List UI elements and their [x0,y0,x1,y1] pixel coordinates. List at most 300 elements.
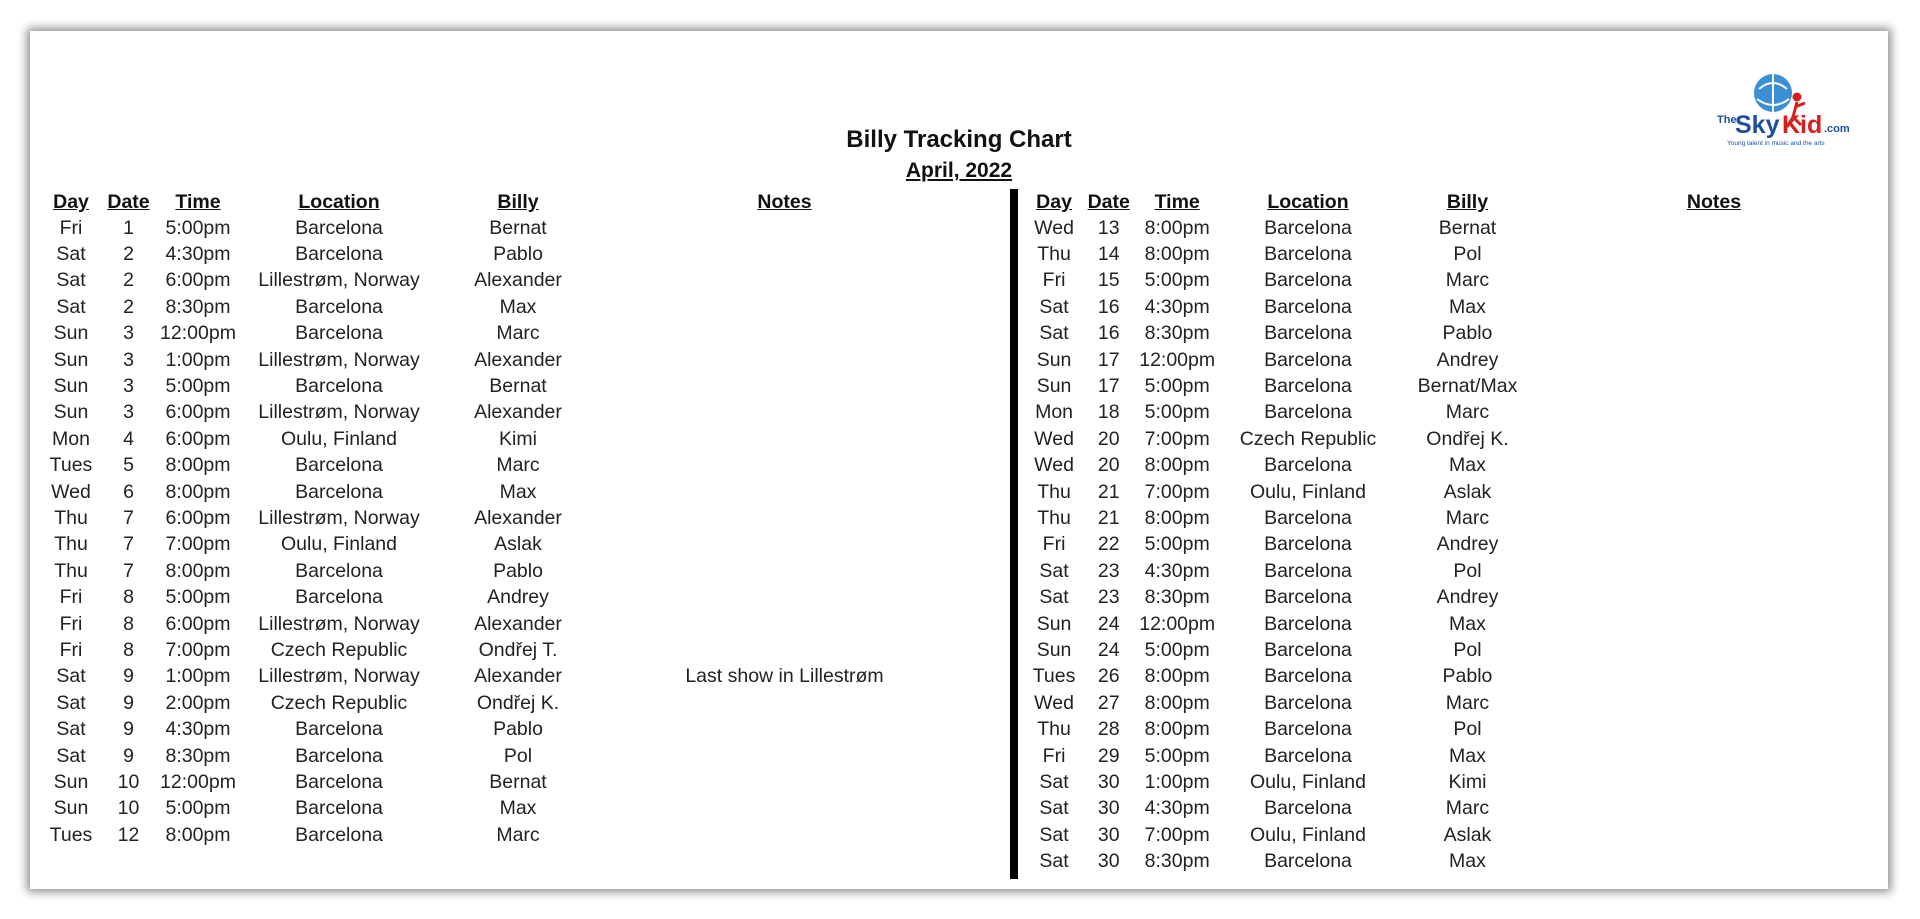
cell-notes [1540,400,1888,426]
cell-location: Barcelona [1264,665,1352,688]
cell-location: Oulu, Finland [281,427,397,450]
cell-day: Thu [54,533,88,556]
cell-notes [1540,558,1888,584]
cell-time: 5:00pm [1144,533,1210,556]
header-date: Date [107,191,150,213]
cell-time: 4:30pm [1144,559,1210,582]
cell-location: Czech Republic [270,691,408,714]
cell-time: 4:30pm [1144,295,1210,318]
header-day: Day [53,191,89,213]
cell-day: Tues [49,454,93,477]
table-row [41,664,971,690]
cell-time: 12:00pm [160,770,236,793]
header-time: Time [1154,191,1200,213]
cell-notes [1540,426,1888,452]
cell-time: 1:00pm [165,665,231,688]
cell-day: Sat [56,243,86,266]
cell-billy: Max [1449,744,1486,767]
cell-notes [1540,664,1888,690]
cell-day: Sun [53,348,89,371]
cell-date: 16 [1097,295,1120,318]
cell-day: Sat [1039,850,1069,873]
table-row [1024,426,1888,452]
cell-day: Sun [53,322,89,345]
cell-day: Sat [56,744,86,767]
cell-date: 26 [1097,665,1120,688]
cell-time: 8:00pm [1144,718,1210,741]
table-row [1024,400,1888,426]
cell-billy: Marc [1445,269,1490,292]
cell-day: Fri [59,216,83,239]
table-row [41,743,971,769]
cell-date: 6 [123,480,134,503]
cell-billy: Alexander [474,506,562,529]
cell-location: Barcelona [1264,295,1352,318]
cell-location: Barcelona [295,375,383,398]
cell-notes [1540,373,1888,399]
cell-time: 5:00pm [1144,375,1210,398]
cell-time: 8:00pm [1144,665,1210,688]
column-divider [1010,189,1018,879]
table-row [41,479,971,505]
cell-time: 8:30pm [1144,586,1210,609]
cell-day: Sat [1039,586,1069,609]
table-row [1024,321,1888,347]
cell-day: Thu [1037,480,1071,503]
cell-time: 5:00pm [165,586,231,609]
theskykid-logo [1713,69,1873,161]
schedule-body-left [41,215,971,848]
cell-date: 1 [123,216,134,239]
cell-time: 4:30pm [165,243,231,266]
cell-time: 8:00pm [165,823,231,846]
table-row [41,400,971,426]
cell-date: 2 [123,269,134,292]
cell-day: Sat [56,665,86,688]
cell-date: 2 [123,295,134,318]
header-billy: Billy [497,191,539,213]
table-row [41,584,971,610]
cell-time: 8:00pm [165,454,231,477]
table-row [1024,373,1888,399]
cell-date: 3 [123,401,134,424]
page-title: Billy Tracking Chart [846,126,1072,153]
cell-billy: Ondřej K. [476,691,560,714]
cell-location: Lillestrøm, Norway [258,612,420,635]
table-row [41,611,971,637]
cell-time: 8:00pm [1144,506,1210,529]
cell-location: Barcelona [1264,348,1352,371]
table-row [41,796,971,822]
cell-time: 4:30pm [165,718,231,741]
table-row [41,294,971,320]
cell-time: 5:00pm [1144,638,1210,661]
cell-billy: Bernat [489,216,547,239]
cell-billy: Alexander [474,401,562,424]
cell-billy: Kimi [1448,770,1487,793]
cell-day: Wed [1034,216,1074,239]
cell-time: 1:00pm [1144,770,1210,793]
cell-location: Barcelona [295,295,383,318]
schedule-table-right [1024,190,1888,875]
cell-location: Lillestrøm, Norway [258,401,420,424]
cell-day: Fri [59,586,83,609]
cell-billy: Alexander [474,348,562,371]
cell-date: 7 [123,533,134,556]
cell-billy: Marc [1445,401,1490,424]
cell-location: Barcelona [1264,691,1352,714]
cell-date: 5 [123,454,134,477]
cell-date: 30 [1097,797,1120,820]
cell-notes [1540,215,1888,241]
cell-time: 4:30pm [1144,797,1210,820]
cell-time: 7:00pm [165,533,231,556]
cell-time: 6:00pm [165,506,231,529]
table-row [41,426,971,452]
cell-billy: Pol [1453,243,1482,266]
cell-day: Thu [1037,506,1071,529]
cell-time: 12:00pm [1139,612,1216,635]
cell-day: Sat [56,269,86,292]
table-row [41,347,971,373]
cell-location: Barcelona [1264,243,1352,266]
cell-notes [598,241,971,267]
cell-day: Thu [1037,718,1071,741]
table-row [1024,268,1888,294]
table-row [1024,215,1888,241]
cell-billy: Bernat/Max [1417,375,1518,398]
table-row [41,558,971,584]
table-row [41,716,971,742]
cell-location: Barcelona [1264,533,1352,556]
cell-time: 6:00pm [165,269,231,292]
cell-time: 8:00pm [1144,691,1210,714]
table-row [41,769,971,795]
table-row [1024,743,1888,769]
cell-notes [1540,584,1888,610]
cell-date: 12 [117,823,140,846]
cell-location: Barcelona [295,559,383,582]
cell-time: 5:00pm [165,216,231,239]
logo-the: The [1717,114,1737,126]
cell-billy: Marc [496,454,540,477]
cell-billy: Aslak [1443,480,1492,503]
cell-location: Barcelona [1264,506,1352,529]
cell-billy: Marc [496,322,540,345]
cell-day: Sun [53,375,89,398]
cell-billy: Max [1449,612,1486,635]
cell-billy: Marc [1445,797,1490,820]
cell-date: 18 [1097,401,1120,424]
cell-notes [1540,479,1888,505]
table-row [41,453,971,479]
cell-time: 5:00pm [1144,269,1210,292]
cell-notes [1540,716,1888,742]
cell-time: 6:00pm [165,427,231,450]
cell-date: 16 [1097,322,1120,345]
header-location: Location [298,191,380,213]
cell-billy: Bernat [489,375,547,398]
cell-time: 6:00pm [165,401,231,424]
cell-notes [598,294,971,320]
cell-time: 12:00pm [1139,348,1216,371]
cell-location: Lillestrøm, Norway [258,269,420,292]
cell-day: Sat [1039,295,1069,318]
cell-notes [1540,321,1888,347]
cell-location: Barcelona [1264,559,1352,582]
cell-notes [1540,505,1888,531]
cell-notes [1540,294,1888,320]
cell-day: Wed [1034,427,1074,450]
cell-day: Sat [1039,823,1069,846]
cell-time: 7:00pm [1144,480,1210,503]
logo-sky: Sky [1735,111,1780,139]
cell-billy: Alexander [474,665,562,688]
cell-notes [598,532,971,558]
table-row [1024,769,1888,795]
table-row [41,241,971,267]
cell-location: Barcelona [1264,612,1352,635]
cell-date: 8 [123,586,134,609]
cell-location: Oulu, Finland [1250,480,1366,503]
cell-billy: Pablo [493,559,543,582]
cell-billy: Pablo [1442,665,1493,688]
cell-location: Barcelona [295,480,383,503]
cell-time: 8:30pm [1144,850,1210,873]
cell-time: 5:00pm [1144,401,1210,424]
cell-location: Oulu, Finland [281,533,397,556]
cell-location: Barcelona [295,586,383,609]
cell-billy: Max [1449,454,1486,477]
document-sheet [30,31,1888,889]
cell-billy: Aslak [1443,823,1492,846]
cell-day: Sat [56,718,86,741]
cell-date: 7 [123,506,134,529]
cell-date: 14 [1097,243,1120,266]
cell-date: 10 [117,797,140,820]
cell-location: Oulu, Finland [1250,770,1366,793]
cell-notes [598,796,971,822]
cell-date: 13 [1097,216,1120,239]
cell-billy: Max [499,295,537,318]
table-row [1024,453,1888,479]
cell-day: Sat [1039,770,1069,793]
cell-date: 22 [1097,533,1120,556]
cell-location: Barcelona [295,718,383,741]
cell-date: 17 [1097,348,1120,371]
cell-day: Fri [1042,269,1066,292]
cell-time: 8:00pm [1144,216,1210,239]
cell-location: Oulu, Finland [1250,823,1366,846]
cell-billy: Max [1449,295,1486,318]
cell-billy: Kimi [499,427,537,450]
cell-location: Barcelona [295,797,383,820]
table-row [41,822,971,848]
header-notes: Notes [1686,191,1742,213]
cell-location: Barcelona [1264,454,1352,477]
cell-time: 5:00pm [165,797,231,820]
figure-head-icon [1793,93,1802,102]
cell-billy: Alexander [474,612,562,635]
cell-location: Lillestrøm, Norway [258,506,420,529]
table-row [1024,532,1888,558]
cell-billy: Ondřej K. [1426,427,1509,450]
cell-time: 8:30pm [165,295,231,318]
cell-time: 8:00pm [165,480,231,503]
cell-time: 6:00pm [165,612,231,635]
cell-billy: Aslak [494,533,542,556]
cell-notes [598,769,971,795]
cell-date: 4 [123,427,134,450]
cell-notes [1540,796,1888,822]
table-row [1024,611,1888,637]
cell-day: Sat [1039,797,1069,820]
cell-day: Tues [1032,665,1076,688]
cell-location: Barcelona [295,216,383,239]
cell-location: Barcelona [1264,322,1352,345]
cell-notes [598,479,971,505]
table-row [41,690,971,716]
cell-time: 12:00pm [160,322,236,345]
cell-billy: Andrey [1436,586,1499,609]
cell-day: Wed [51,480,91,503]
cell-date: 9 [123,691,134,714]
cell-time: 8:00pm [165,559,231,582]
cell-day: Fri [59,612,83,635]
logo-tagline: Young talent in music and the arts [1727,140,1825,147]
cell-billy: Andrey [1436,533,1499,556]
cell-notes [598,215,971,241]
cell-location: Barcelona [295,823,383,846]
logo-dotcom: .com [1824,123,1850,135]
cell-location: Barcelona [1264,586,1352,609]
table-row [41,532,971,558]
cell-day: Thu [54,559,88,582]
cell-billy: Andrey [487,586,549,609]
cell-notes [598,637,971,663]
cell-location: Barcelona [1264,718,1352,741]
cell-time: 8:30pm [1144,322,1210,345]
table-row [1024,479,1888,505]
cell-date: 9 [123,665,134,688]
cell-day: Sun [53,770,89,793]
cell-location: Barcelona [295,744,383,767]
table-row [1024,664,1888,690]
cell-billy: Pol [503,744,533,767]
table-row [1024,716,1888,742]
cell-time: 7:00pm [165,638,231,661]
header-date: Date [1087,191,1130,213]
cell-location: Barcelona [1264,797,1352,820]
cell-billy: Marc [496,823,540,846]
cell-billy: Bernat [1438,216,1497,239]
cell-date: 23 [1097,559,1120,582]
cell-location: Barcelona [295,322,383,345]
cell-day: Sat [56,691,86,714]
cell-billy: Bernat [489,770,547,793]
cell-date: 30 [1097,770,1120,793]
header-time: Time [175,191,221,213]
cell-location: Czech Republic [270,638,408,661]
table-row [1024,690,1888,716]
cell-location: Barcelona [295,243,383,266]
cell-date: 30 [1097,823,1120,846]
cell-date: 9 [123,718,134,741]
cell-notes [1540,690,1888,716]
cell-day: Sun [53,401,89,424]
cell-day: Sun [1036,612,1072,635]
cell-location: Czech Republic [1239,427,1377,450]
cell-day: Mon [52,427,90,450]
cell-time: 8:00pm [1144,454,1210,477]
table-row [41,268,971,294]
cell-notes [1540,848,1888,874]
cell-notes [1540,611,1888,637]
cell-billy: Pablo [493,718,543,741]
table-row [1024,505,1888,531]
cell-billy: Pol [1453,559,1482,582]
cell-day: Fri [1042,533,1066,556]
cell-notes [598,690,971,716]
cell-notes [1540,822,1888,848]
cell-time: 8:30pm [165,744,231,767]
cell-time: 7:00pm [1144,823,1210,846]
cell-time: 5:00pm [165,375,231,398]
cell-day: Sun [1036,348,1072,371]
header-billy: Billy [1446,191,1489,213]
logo-kid: Kid [1782,111,1823,139]
cell-billy: Pol [1453,718,1482,741]
cell-location: Barcelona [1264,401,1352,424]
cell-location: Barcelona [1264,216,1352,239]
cell-date: 2 [123,243,134,266]
cell-location: Lillestrøm, Norway [258,348,420,371]
cell-notes [598,453,971,479]
cell-day: Fri [59,638,83,661]
table-header-row [41,190,971,215]
cell-day: Sat [1039,322,1069,345]
cell-billy: Ondřej T. [478,638,558,661]
table-row [1024,241,1888,267]
cell-notes [1540,769,1888,795]
cell-date: 7 [123,559,134,582]
cell-notes [1540,453,1888,479]
cell-notes: Last show in Lillestrøm [685,665,884,688]
cell-notes [598,716,971,742]
cell-time: 2:00pm [165,691,231,714]
cell-day: Sun [1036,375,1072,398]
cell-date: 8 [123,638,134,661]
header-day: Day [1036,191,1072,213]
cell-day: Thu [54,506,88,529]
cell-date: 3 [123,322,134,345]
table-row [1024,796,1888,822]
cell-notes [1540,347,1888,373]
cell-billy: Max [499,797,537,820]
cell-location: Barcelona [1264,850,1352,873]
cell-date: 23 [1097,586,1120,609]
cell-notes [598,558,971,584]
cell-date: 10 [117,770,140,793]
cell-date: 21 [1097,480,1120,503]
cell-date: 3 [123,348,134,371]
cell-notes [1540,241,1888,267]
cell-notes [598,584,971,610]
cell-date: 9 [123,744,134,767]
cell-billy: Alexander [474,269,562,292]
table-row [1024,294,1888,320]
schedule-body-right [1024,215,1888,875]
